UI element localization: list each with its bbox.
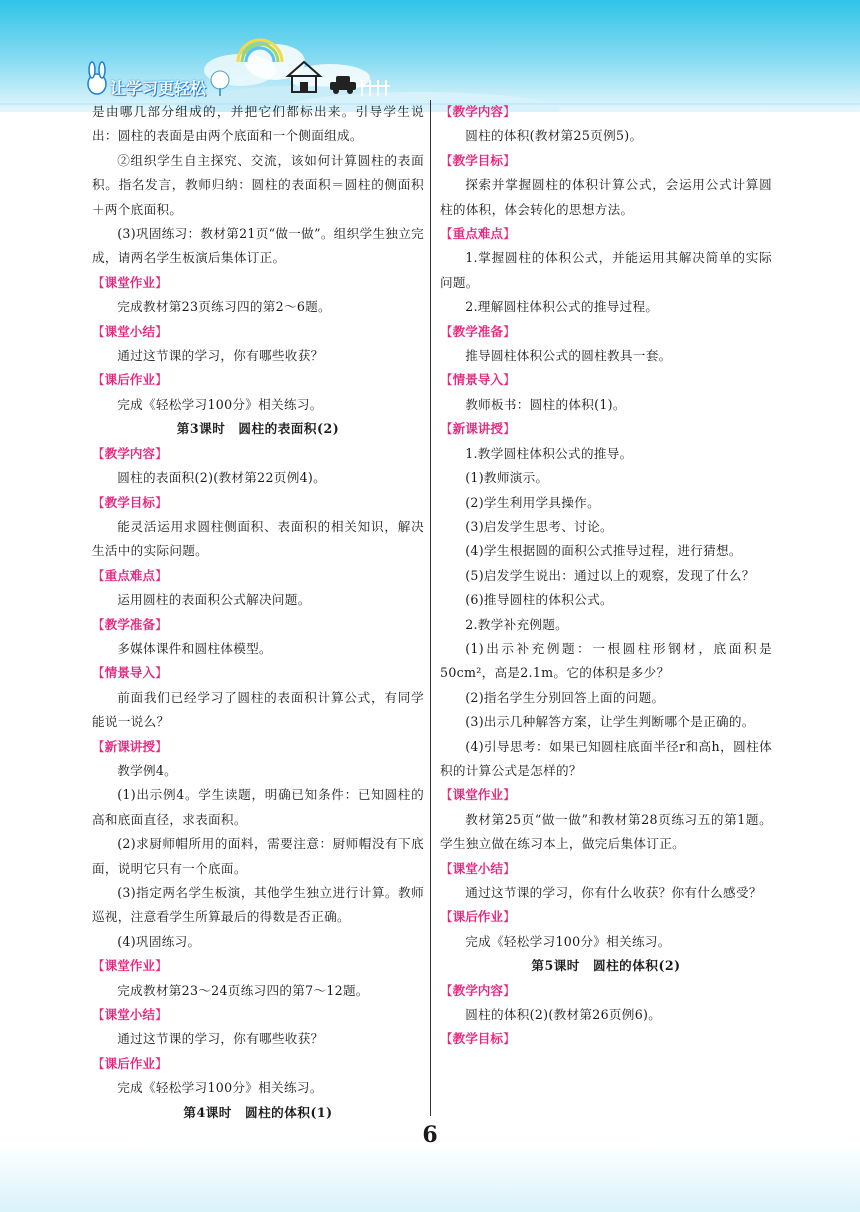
paragraph: 教材第25页“做一做”和教材第28页练习五的第1题。学生独立做在练习本上，做完后集体订正。 — [440, 811, 772, 852]
section-heading-label: 课堂作业 — [104, 274, 155, 290]
section-heading-label: 教学目标 — [452, 1031, 503, 1047]
section-heading: 【课堂小结】 — [92, 323, 168, 339]
section-heading: 【课堂小结】 — [440, 860, 516, 876]
paragraph: (1)出示补充例题：一根圆柱形钢材，底面积是50cm²，高是2.1m。它的体积是多少？ — [440, 640, 772, 681]
section-heading: 【课堂作业】 — [92, 274, 168, 290]
paragraph: 通过这节课的学习，你有哪些收获？ — [117, 348, 324, 364]
section-heading: 【新课讲授】 — [92, 738, 168, 754]
section-heading-label: 课堂小结 — [104, 323, 155, 339]
paragraph: (3)巩固练习：教材第21页“做一做”。组织学生独立完成，请两名学生板演后集体订正。 — [92, 226, 424, 266]
paragraph: (2)学生利用学具操作。 — [465, 494, 600, 510]
bunny-logo-icon — [88, 62, 106, 94]
section-heading: 【教学内容】 — [92, 445, 168, 461]
paragraph: (1)教师演示。 — [465, 470, 549, 486]
paragraph: (3)启发学生思考、讨论。 — [465, 518, 613, 534]
paragraph: 教学例4。 — [117, 762, 178, 778]
section-heading: 【情景导入】 — [440, 372, 516, 388]
section-heading: 【课堂小结】 — [92, 1007, 168, 1023]
section-heading: 【教学目标】 — [92, 494, 168, 510]
section-heading-label: 课堂小结 — [452, 860, 503, 876]
section-heading-label: 课堂作业 — [452, 787, 503, 803]
footer-band — [0, 1144, 860, 1212]
section-heading-label: 情景导入 — [104, 665, 155, 681]
paragraph: 2.教学补充例题。 — [465, 616, 569, 632]
paragraph: (3)指定两名学生板演，其他学生独立进行计算。教师巡视，注意看学生所算最后的得数是否正确。 — [92, 885, 424, 925]
section-heading: 【课堂作业】 — [92, 958, 168, 974]
lesson-title: 第5课时 圆柱的体积(2) — [531, 958, 681, 974]
paragraph: 推导圆柱体积公式的圆柱教具一套。 — [465, 348, 672, 364]
section-heading-label: 课后作业 — [104, 1055, 155, 1071]
paragraph: (4)引导思考：如果已知圆柱底面半径r和高h，圆柱体积的计算公式是怎样的？ — [440, 738, 772, 778]
paragraph: 完成《轻松学习100分》相关练习。 — [465, 933, 671, 949]
paragraph: 探索并掌握圆柱的体积计算公式，会运用公式计算圆柱的体积，体会转化的思想方法。 — [440, 177, 772, 217]
paragraph: 前面我们已经学习了圆柱的表面积计算公式，有同学能说一说么？ — [92, 689, 424, 730]
section-heading: 【课堂作业】 — [440, 787, 516, 803]
paragraph: 2.理解圆柱体积公式的推导过程。 — [465, 299, 659, 315]
section-heading-label: 教学准备 — [452, 323, 503, 339]
section-heading-label: 教学准备 — [104, 616, 155, 632]
paragraph: 完成教材第23～24页练习四的第7～12题。 — [117, 982, 369, 998]
section-heading-label: 课堂作业 — [104, 958, 155, 974]
section-heading: 【课后作业】 — [92, 372, 168, 388]
section-heading: 【教学内容】 — [440, 104, 516, 119]
section-heading-label: 教学内容 — [452, 982, 503, 998]
paragraph: (4)巩固练习。 — [117, 933, 201, 949]
paragraph: 圆柱的体积(2)(教材第26页例6)。 — [465, 1007, 662, 1023]
lesson-title: 第3课时 圆柱的表面积(2) — [176, 421, 340, 437]
section-heading-label: 教学目标 — [452, 152, 503, 168]
section-heading-label: 新课讲授 — [452, 421, 503, 437]
paragraph: 完成《轻松学习100分》相关练习。 — [117, 1080, 323, 1096]
right-column — [440, 100, 772, 1052]
paragraph: 能灵活运用求圆柱侧面积、表面积的相关知识，解决生活中的实际问题。 — [92, 518, 424, 559]
paragraph: 圆柱的体积(教材第25页例5)。 — [465, 128, 643, 144]
header-banner — [0, 0, 860, 112]
section-heading-label: 课后作业 — [104, 372, 155, 388]
section-heading: 【教学内容】 — [440, 982, 516, 998]
page-number: 6 — [422, 1122, 438, 1148]
lesson-title: 第4课时 圆柱的体积(1) — [183, 1104, 333, 1120]
section-heading: 【重点难点】 — [440, 226, 516, 242]
section-heading-label: 新课讲授 — [104, 738, 155, 754]
paragraph: 1.教学圆柱体积公式的推导。 — [465, 445, 633, 461]
paragraph: 圆柱的表面积(2)(教材第22页例4)。 — [117, 470, 327, 486]
section-heading-label: 教学目标 — [104, 494, 155, 510]
section-heading-label: 重点难点 — [104, 567, 155, 583]
paragraph: 完成《轻松学习100分》相关练习。 — [117, 396, 323, 412]
paragraph: (1)出示例4。学生读题，明确已知条件：已知圆柱的高和底面直径，求表面积。 — [92, 787, 424, 827]
section-heading-label: 教学内容 — [104, 445, 155, 461]
paragraph: 完成教材第23页练习四的第2～6题。 — [117, 299, 331, 315]
paragraph: 多媒体课件和圆柱体模型。 — [117, 640, 272, 656]
section-heading: 【情景导入】 — [92, 665, 168, 681]
section-heading: 【教学目标】 — [440, 152, 516, 168]
paragraph: (3)出示几种解答方案，让学生判断哪个是正确的。 — [465, 714, 755, 730]
paragraph: 通过这节课的学习，你有哪些收获？ — [117, 1031, 324, 1047]
section-heading-label: 课堂小结 — [104, 1007, 155, 1023]
left-column — [92, 100, 424, 1125]
section-heading: 【教学准备】 — [92, 616, 168, 632]
section-heading: 【课后作业】 — [92, 1055, 168, 1071]
section-heading-label: 重点难点 — [452, 226, 503, 242]
paragraph: 1.掌握圆柱的体积公式，并能运用其解决简单的实际问题。 — [440, 250, 772, 290]
paragraph: 通过这节课的学习，你有什么收获？你有什么感受？ — [465, 885, 762, 900]
paragraph: (2)求厨师帽所用的面料，需要注意：厨师帽没有下底面，说明它只有一个底面。 — [92, 836, 424, 876]
column-divider — [430, 100, 431, 1116]
paragraph: 是由哪几部分组成的，并把它们都标出来。引导学生说出：圆柱的表面是由两个底面和一个侧面组成。 — [92, 104, 424, 144]
logo-text: 让学习更轻松 — [110, 79, 207, 98]
paragraph: ②组织学生自主探究、交流，该如何计算圆柱的表面积。指名发言，教师归纳：圆柱的表面积＝圆柱的侧面积＋两个底面积。 — [92, 152, 424, 217]
paragraph: (2)指名学生分别回答上面的问题。 — [465, 689, 665, 705]
paragraph: (4)学生根据圆的面积公式推导过程，进行猜想。 — [465, 543, 742, 559]
section-heading-label: 情景导入 — [452, 372, 503, 388]
section-heading: 【教学目标】 — [440, 1031, 516, 1047]
section-heading-label: 课后作业 — [452, 909, 503, 925]
section-heading-label: 教学内容 — [452, 104, 503, 119]
section-heading: 【重点难点】 — [92, 567, 168, 583]
paragraph: 运用圆柱的表面积公式解决问题。 — [117, 592, 311, 608]
paragraph: (6)推导圆柱的体积公式。 — [465, 592, 613, 608]
paragraph: (5)启发学生说出：通过以上的观察，发现了什么？ — [465, 567, 755, 583]
section-heading: 【新课讲授】 — [440, 421, 516, 437]
paragraph: 教师板书：圆柱的体积(1)。 — [465, 396, 626, 412]
section-heading: 【课后作业】 — [440, 909, 516, 925]
section-heading: 【教学准备】 — [440, 323, 516, 339]
